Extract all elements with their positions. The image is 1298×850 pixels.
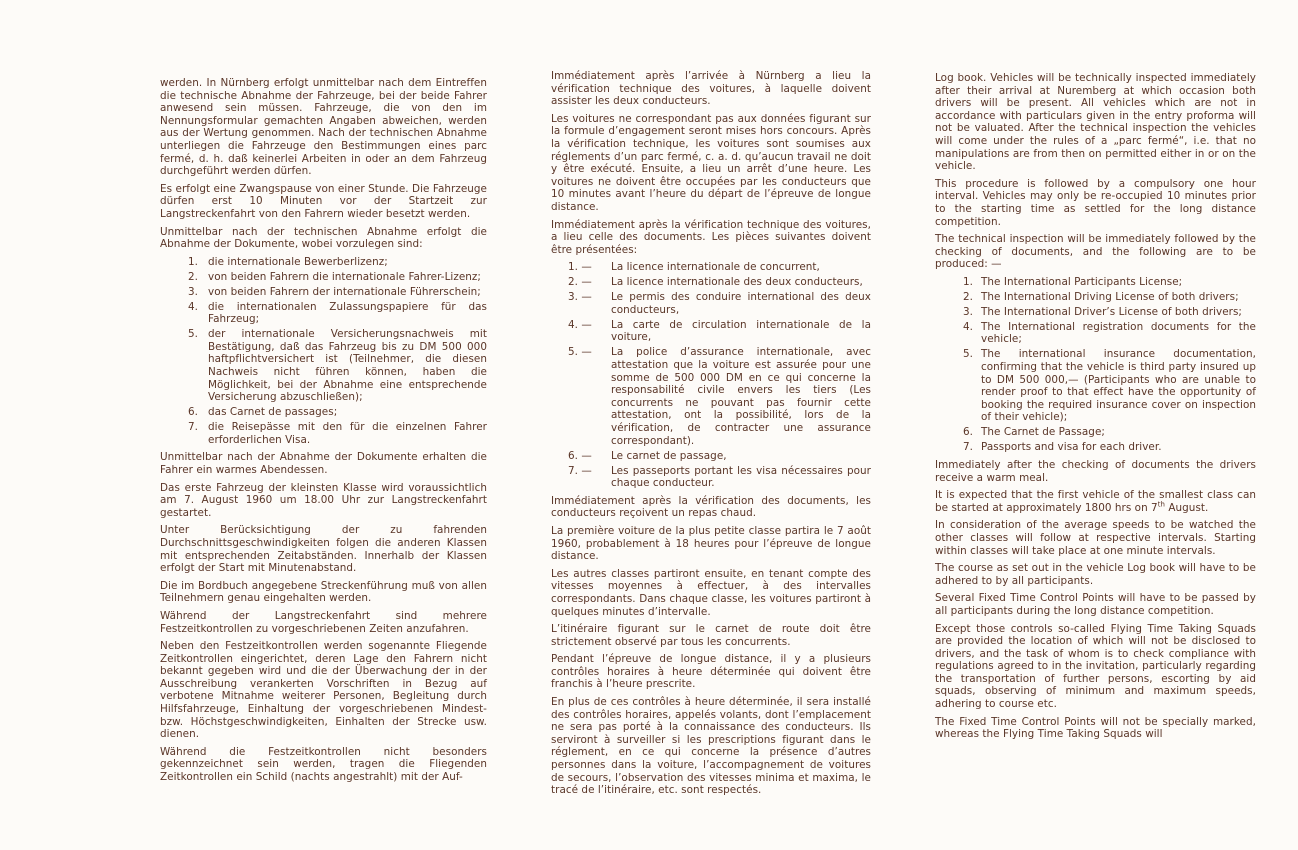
document-list [551,261,871,489]
list-item [551,276,871,289]
list-item [935,276,1256,289]
paragraph: Während die Festzeitkontrollen nicht besonders gekennzeichnet sein werden, tragen die Fliegenden Zeitkontrollen ein Schild (nachts angestrahlt) mit der Auf- [160,745,487,784]
list-number: 2. [963,290,974,303]
list-item [160,271,487,284]
list-item [160,256,487,269]
list-number: 5. — [568,346,592,359]
list-number: 3. [188,285,199,298]
paragraph: Unter Berücksichtigung der zu fahrenden Durchschnittsgeschwindigkeiten folgen die anderen Klassen mit entsprechenden Zeitabständen. Innerhalb der Klassen erfolgt der Start mit Minutenabstand. [160,524,487,575]
list-item [935,348,1256,424]
list-number: 6. [188,406,199,419]
list-text: Les passeports portant les visa nécessaires pour chaque conducteur. [611,464,871,490]
list-number: 2. [188,270,199,283]
list-number: 5. [963,348,974,361]
paragraph: werden. In Nürnberg erfolgt unmittelbar nach dem Eintreffen die technische Abnahme der Fahrzeuge, bei der beide Fahrer anwesend sein müssen. Fahrzeuge, die von den im Nennungsformular gemachten Angaben abweichen, werden aus der Wertung genommen. Nach der technischen Abnahme unterliegen die Fahrzeuge den Bestimmungen eines parc fermé, d. h. daß keinerlei Arbeiten in oder an dem Fahrzeug durchgeführt werden dürfen. [160,77,487,178]
paragraph: Immédiatement après la vérification des documents, les conducteurs reçoivent un repas chaud. [551,494,871,520]
list-text: The International Driving License of both drivers; [981,290,1239,303]
list-item [160,328,487,404]
list-item [160,301,487,326]
paragraph: Les voitures ne correspondant pas aux données figurant sur la formule d’engagement seront mises hors concours. Après la vérification technique, les voitures sont soumises aux réglements d’un parc fermé, c. a. d. qu’aucun travail ne doit y être exécuté. Ensuite, a lieu un arrêt d’une heure. Les voitures ne doivent être occupées par les conducteurs que 10 minutes avant l’heure du départ de l’épreuve de longue distance. [551,112,871,213]
list-text: La licence internationale des deux conducteurs, [611,276,863,289]
list-text: La police d’assurance internationale, avec attestation que la voiture est assurée pour une somme de 500 000 DM en ce qui concerne la responsabilité civile envers les tiers (Les concurrents ne pouvant pas fournir cette attestation, ont la possibilité, lors de la vérification, de contracter une assurance correspondant). [611,346,871,447]
list-text: Passports and visa for each driver. [981,441,1162,454]
list-number: 4. — [568,318,592,331]
list-number: 5. [188,328,199,341]
list-text: La licence internationale de concurrent, [611,261,820,274]
paragraph: Immediately after the checking of documents the drivers receive a warm meal. [935,458,1256,484]
list-text: The Carnet de Passage; [981,426,1105,439]
list-text: die Reisepässe mit den für die einzelnen Fahrer erforderlichen Visa. [208,421,487,446]
list-item [935,306,1256,319]
list-item [551,450,871,463]
paragraph: L’itinéraire figurant sur le carnet de route doit être strictement observé par tous les concurrents. [551,623,871,648]
paragraph: La première voiture de la plus petite classe partira le 7 août 1960, probablement à 18 heures pour l’épreuve de longue distance. [551,524,871,563]
paragraph: Die im Bordbuch angegebene Streckenführung muß von allen Teilnehmern genau eingehalten werden. [160,579,487,605]
list-number: 6. — [568,449,592,462]
list-number: 7. [963,441,974,454]
list-number: 1. [188,255,199,268]
paragraph: Several Fixed Time Control Points will have to be passed by all participants during the long distance competition. [935,592,1256,617]
paragraph: The technical inspection will be immediately followed by the checking of documents, and the following are to be produced: — [935,233,1256,271]
list-item [551,291,871,316]
list-number: 3. [963,305,974,318]
list-item [160,421,487,446]
list-text: The International Participants License; [981,275,1183,288]
list-number: 7. [188,421,199,434]
list-item [551,261,871,274]
list-item [160,406,487,419]
paragraph: The course as set out in the vehicle Log book will have to be adhered to by all participants. [935,562,1256,587]
paragraph: Except those controls so-called Flying Time Taking Squads are provided the location of which will not be disclosed to drivers, and the task of whom is to check compliance with regulations agreed to in the invitation, particularly regarding the transportation of further persons, escorting by aid squads, observing of minimum and maximum speeds, adhering to course etc. [935,622,1256,711]
paragraph: Unmittelbar nach der technischen Abnahme erfolgt die Abnahme der Dokumente, wobei vorzulegen sind: [160,225,487,251]
list-text: die internationale Bewerberlizenz; [208,255,388,268]
list-number: 4. [188,300,199,313]
list-number: 6. [963,426,974,439]
list-item [160,286,487,299]
paragraph: Das erste Fahrzeug der kleinsten Klasse wird voraussichtlich am 7. August 1960 um 18.00 Uhr zur Langstreckenfahrt gestartet. [160,481,487,519]
list-number: 7. — [568,464,592,477]
column-english [935,72,1256,741]
paragraph: Neben den Festzeitkontrollen werden sogenannte Fliegende Zeitkontrollen eingerichtet, deren Lage den Fahrern nicht bekannt gegeben wird und die der Überwachung der in der Ausschreibung verankerten Vorschriften in Bezug auf verbotene Mitnahme weiterer Personen, Begleitung durch Hilfsfahrzeuge, Einhaltung der vorgeschriebenen Mindest- bzw. Höchstgeschwindigkeiten, Einhalten der Strecke usw. dienen. [160,640,487,741]
paragraph: Immédiatement après l’arrivée à Nürnberg a lieu la vérification technique des voitures, à laquelle doivent assister les deux conducteurs. [551,70,871,108]
list-text: Le carnet de passage, [611,449,727,462]
document-list [935,276,1256,454]
list-item [935,321,1256,346]
list-number: 3. — [568,291,592,304]
list-number: 4. [963,320,974,333]
paragraph-text: It is expected that the first vehicle of the smallest class can be started at approximately 1800 hrs on 7 [935,489,1256,514]
paragraph: Pendant l’épreuve de longue distance, il y a plusieurs contrôles horaires à heure déterminée qui doivent être franchis à l’heure prescrite. [551,653,871,691]
list-item [935,441,1256,454]
list-text: von beiden Fahrern der internationale Führerschein; [208,285,481,298]
column-french [551,70,871,797]
column-german [160,77,487,784]
paragraph: The Fixed Time Control Points will not be specially marked, whereas the Flying Time Taking Squads will [935,715,1256,741]
list-text: The International registration documents for the vehicle; [981,320,1256,346]
paragraph: Es erfolgt eine Zwangspause von einer Stunde. Die Fahrzeuge dürfen erst 10 Minuten vor der Startzeit zur Langstreckenfahrt von den Fahrern wieder besetzt werden. [160,182,487,220]
list-text: Le permis des conduire international des deux conducteurs, [611,291,871,316]
list-text: der internationale Versicherungsnachweis mit Bestätigung, daß das Fahrzeug bis zu DM 500 000 haftpflichtversichert ist (Teilnehmer, die diesen Nachweis nicht führen können, haben die Möglichkeit, bei der Abnahme eine entsprechende Versicherung abzuschließen); [208,328,487,404]
list-text: von beiden Fahrern die internationale Fahrer-Lizenz; [208,270,481,283]
paragraph: Les autres classes partiront ensuite, en tenant compte des vitesses moyennes à effectuer, à des intervalles correspondants. Dans chaque classe, les voitures partiront à quelques minutes d’intervalle. [551,567,871,618]
paragraph: Während der Langstreckenfahrt sind mehrere Festzeitkontrollen zu vorgeschriebenen Zeiten anzufahren. [160,609,487,635]
list-number: 1. — [568,261,592,274]
paragraph: This procedure is followed by a compulsory one hour interval. Vehicles may only be re-occupied 10 minutes prior to the starting time as settled for the long distance competition. [935,177,1256,228]
paragraph-text: August. [1165,501,1209,514]
list-text: La carte de circulation internationale de la voiture, [611,318,871,344]
paragraph: Immédiatement après la vérification technique des voitures, a lieu celle des documents. Les pièces suivantes doivent être présentées: [551,218,871,256]
list-item [551,465,871,490]
paragraph: Unmittelbar nach der Abnahme der Dokumente erhalten die Fahrer ein warmes Abendessen. [160,451,487,476]
list-item [935,426,1256,439]
document-list [160,256,487,447]
list-item [935,291,1256,304]
ordinal-suffix: th [1157,500,1166,509]
list-text: das Carnet de passages; [208,406,338,419]
list-item [551,319,871,344]
list-text: The International Driver’s License of both drivers; [981,305,1242,318]
list-number: 2. — [568,276,592,289]
paragraph: Log book. Vehicles will be technically inspected immediately after their arrival at Nuremberg at which occasion both drivers will be present. All vehicles which are not in accordance with particulars given in the entry proforma will not be valuated. After the technical inspection the vehicles will come under the rules of a „parc fermé“, i.e. that no manipulations are from then on permitted either in or on the vehicle. [935,72,1256,173]
list-text: die internationalen Zulassungspapiere für das Fahrzeug; [208,300,487,326]
paragraph: In consideration of the average speeds to be watched the other classes will follow at respective intervals. Starting within classes will take place at one minute intervals. [935,519,1256,557]
list-item [551,346,871,447]
list-number: 1. [963,275,974,288]
paragraph [935,489,1256,514]
paragraph: En plus de ces contrôles à heure déterminée, il sera installé des contrôles horaires, appelés volants, dont l’emplacement ne sera pas porté à la connaissance des conducteurs. Ils serviront à surveiller si les prescriptions figurant dans le réglement, en ce qui concerne la présence d’autres personnes dans la voiture, l’accompagnement de voitures de secours, l’observation des vitesses minima et maxima, le tracé de l’itinéraire, etc. sont respectés. [551,696,871,797]
list-text: The international insurance documentation, confirming that the vehicle is third party insured up to DM 500 000,— (Participants who are unable to render proof to that effect have the opportunity of booking the required insurance cover on inspection of their vehicle); [981,348,1256,424]
